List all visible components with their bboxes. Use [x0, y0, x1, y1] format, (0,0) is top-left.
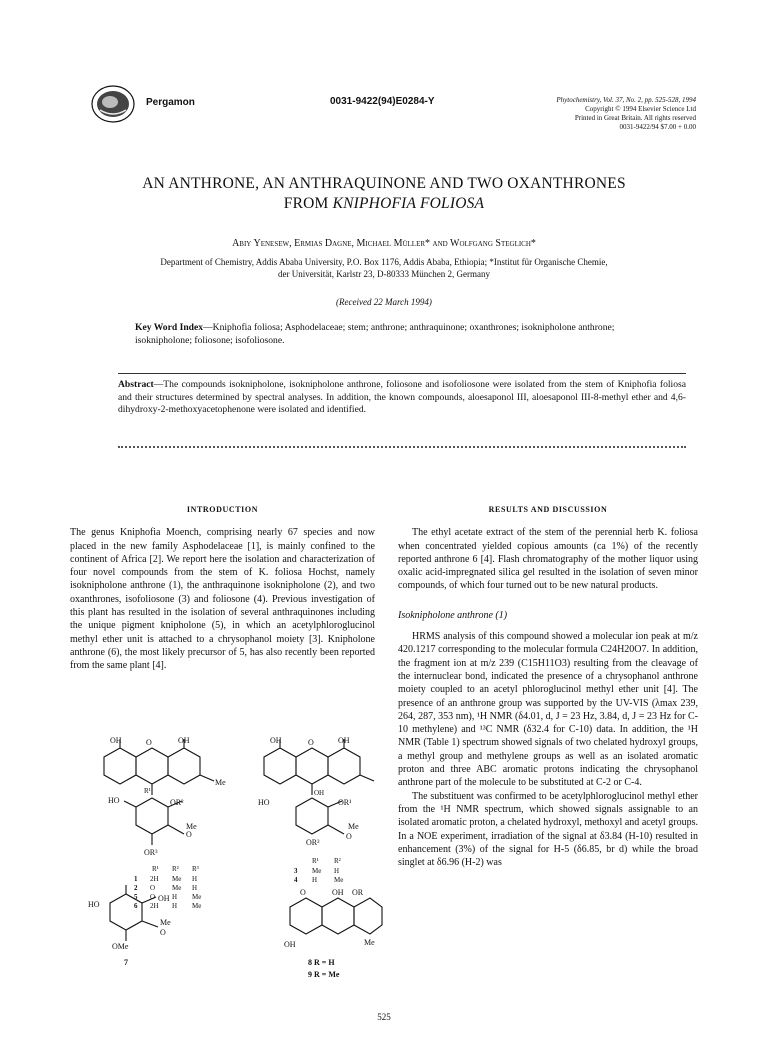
r-label-or2: OR²: [306, 838, 320, 847]
label-or3: OR³: [144, 848, 158, 857]
label-o-top: O: [146, 738, 152, 747]
left-row1-r1: 2H: [150, 875, 159, 883]
right-row1-r1: Me: [312, 867, 322, 875]
received-date: (Received 22 March 1994): [336, 297, 432, 307]
results-paragraph-2: HRMS analysis of this compound showed a molecular ion peak at m/z 420.1217 corresponding to the molecular formula C24H20O7. In addition, the fragment ion at m/z 239 (C15H11O3) resulting from the cleavage of the internuclear bond, indicated the presence of a chrysophanol anthrone moiety coupled to an acetyl phloroglucinol methyl ether unit [4]. The presence of an anthrone group was supported by the UV-VIS (λmax 239, 264, 287, 353 nm), ¹H NMR (δ4.01, d, J = 23 Hz, 3.84, d, J = 23 Hz for C-10 methylene) and ¹³C NMR (δ32.4 for C-10) data. In addition, the ¹H NMR (Table 1) spectrum showed signals of two chelated hydroxyl groups, a methyl group and methylene groups as well as an isolated aromatic proton and three ABC aromatic protons indicating the chrysophanol anthrone part of the molecule to be substituted at C-2 or C-4.: [398, 631, 698, 789]
bl-label-ome: OMe: [112, 942, 129, 951]
r-label-oh-1: OH: [270, 736, 282, 745]
results-subheading: Isoknipholone anthrone (1): [398, 609, 508, 621]
right-row2-r1: H: [312, 876, 318, 884]
left-row3-r2: H: [172, 893, 178, 901]
left-row3-id: 5: [134, 893, 138, 901]
right-row1-r2: H: [334, 867, 340, 875]
label-ho: HO: [108, 796, 120, 805]
left-row2-r3: H: [192, 884, 198, 892]
introduction-paragraph: The genus Kniphofia Moench, comprising nearly 67 species and now placed in the new family Asphodelaceae [1], is mainly confined to the continent of Africa [2]. We report here the isolation and characterization of four novel compounds from the stem of K. foliosa Hochst, namely isoknipholone anthrone (1), the anthraquinone isoknipholone (2), and two oxanthrones, isofoliosone (3) and foliosone (4). Previous investigation of this plant has resulted in the isolation of several anthraquinones including the unique pigment knipholone (5), in which an acetylphloroglucinol methyl ether unit is attached to a chrysophanol moiety [3]. Knipholone anthrone (6), the most likely precursor of 5, has also recently been reported from the same plant [4].: [70, 527, 375, 672]
abstract-top-rule: [118, 373, 686, 374]
label-r1: R¹: [144, 787, 151, 795]
right-row2-r2: Me: [334, 876, 344, 884]
title-species: KNIPHOFIA FOLIOSA: [332, 195, 485, 212]
right-table-h1: R¹: [312, 857, 319, 865]
affiliation-line-1: Department of Chemistry, Addis Ababa University, P.O. Box 1176, Addis Ababa, Ethiopia; *Institut für Organische Chemie,: [160, 257, 608, 267]
publisher-name: Pergamon: [146, 97, 195, 108]
br-key-2: 9 R = Me: [308, 970, 340, 979]
right-table-h2: R²: [334, 857, 341, 865]
abstract-text: —The compounds isoknipholone, isoknipholone anthrone, foliosone and isofoliosone were isolated from the stem of Kniphofia foliosa and their structures determined by spectral analyses. In addition, the known compounds, aloesaponol III, aloesaponol III-8-methyl ether and 4,6-dihydroxy-2-methoxyacetophenone were isolated and identified.: [118, 379, 686, 415]
introduction-heading: INTRODUCTION: [186, 505, 259, 514]
price-line: 0031-9422/94 $7.00 + 0.00: [619, 123, 696, 131]
left-row1-id: 1: [134, 875, 138, 883]
bl-label-me: Me: [160, 918, 171, 927]
copyright-line: Copyright © 1994 Elsevier Science Ltd: [585, 105, 696, 113]
abstract-bottom-rule: [118, 446, 686, 448]
label-oh-right: OH: [178, 736, 190, 745]
journal-info: [496, 96, 696, 132]
left-row4-r1: 2H: [150, 902, 159, 910]
article-title: [60, 174, 708, 214]
results-paragraph-1: The ethyl acetate extract of the stem of the perennial herb K. foliosa when concentrated yielded copious amounts (ca 1%) of the recently reported anthrone 6 [4]. Flash chromatography of the mother liquor using oxalic acid-impregnated silica gel resulted in the isolation of seven minor compounds, of which four turned out to be new natural products.: [398, 527, 698, 592]
br-label-or: OR: [352, 888, 364, 897]
affiliation: [100, 256, 668, 280]
left-row2-r1: O: [150, 884, 156, 892]
keywords-label: Key Word Index: [135, 322, 204, 333]
right-row1-id: 3: [294, 867, 298, 875]
br-label-me: Me: [364, 938, 375, 947]
r-label-me: Me: [348, 822, 359, 831]
br-key-1: 8 R = H: [308, 958, 335, 967]
left-row3-r1: O: [150, 893, 156, 901]
left-column: [70, 503, 375, 673]
page-number: 525: [377, 1012, 391, 1022]
bl-label-ho: HO: [88, 900, 100, 909]
keywords: [135, 322, 660, 347]
structure-left: [74, 735, 244, 1005]
structure-right: [254, 735, 384, 1005]
r-label-o-acetyl: O: [346, 832, 352, 841]
left-row4-r2: H: [172, 902, 178, 910]
affiliation-line-2: der Universität, Karlstr 23, D-80333 München 2, Germany: [278, 269, 490, 279]
left-table-h1: R¹: [152, 865, 159, 873]
bl-compound-number: 7: [124, 958, 128, 967]
results-heading: RESULTS AND DISCUSSION: [488, 505, 608, 514]
br-label-o: O: [300, 888, 306, 897]
abstract-label: Abstract: [118, 379, 154, 390]
label-oh-left: OH: [110, 736, 122, 745]
r-label-oh-3: OH: [314, 789, 325, 797]
title-prefix: FROM: [283, 195, 333, 212]
left-table-h2: R²: [172, 865, 179, 873]
title-line-2: [60, 194, 708, 214]
label-me-acetyl: Me: [186, 822, 197, 831]
publisher-logo: [90, 84, 136, 129]
right-column: [398, 503, 698, 869]
br-label-oh: OH: [332, 888, 344, 897]
title-line-1: AN ANTHRONE, AN ANTHRAQUINONE AND TWO OXANTHRONES: [142, 175, 626, 192]
r-label-o: O: [308, 738, 314, 747]
printed-line: Printed in Great Britain. All rights reserved: [574, 114, 696, 122]
journal-line: Phytochemistry, Vol. 37, No. 2, pp. 525-528, 1994: [556, 96, 696, 104]
results-paragraph-3: The substituent was confirmed to be acetylphloroglucinol methyl ether from the ¹H NMR spectrum, which showed signals assignable to an isolated aromatic proton, a chelated hydroxyl, methoxyl and acetyl groups. In a NOE experiment, irradiation of the signal at δ3.84 (H-10) resulted in enhancement (3%) of the signal for H-5 (δ6.85, br d) while the broad singlet at δ6.96 (H-2) was: [398, 790, 698, 869]
left-row4-r3: Me: [192, 902, 202, 910]
label-me: Me: [215, 778, 226, 787]
article-code: 0031-9422(94)E0284-Y: [330, 96, 435, 107]
r-label-ho: HO: [258, 798, 270, 807]
authors: Abiy Yenesew, Ermias Dagne, Michael Müller* and Wolfgang Steglich*: [232, 238, 536, 249]
bl-label-oh: OH: [158, 894, 170, 903]
br-label-oh-bottom: OH: [284, 940, 296, 949]
abstract: [118, 379, 686, 417]
left-row2-id: 2: [134, 884, 138, 892]
bl-label-o: O: [160, 928, 166, 937]
r-label-oh-2: OH: [338, 736, 350, 745]
label-or2: OR²: [170, 798, 184, 807]
label-o-acetyl: O: [186, 830, 192, 839]
left-table-h3: R³: [192, 865, 199, 873]
right-row2-id: 4: [294, 876, 298, 884]
left-row4-id: 6: [134, 902, 138, 910]
left-row1-r3: H: [192, 875, 198, 883]
left-row2-r2: Me: [172, 884, 182, 892]
keywords-text: —Kniphofia foliosa; Asphodelaceae; stem; anthrone; anthraquinone; oxanthrones; isoknipholone anthrone; isoknipholone; foliosone; isofoliosone.: [135, 322, 615, 346]
left-row3-r3: Me: [192, 893, 202, 901]
left-row1-r2: Me: [172, 875, 182, 883]
r-label-or1: OR¹: [338, 798, 352, 807]
